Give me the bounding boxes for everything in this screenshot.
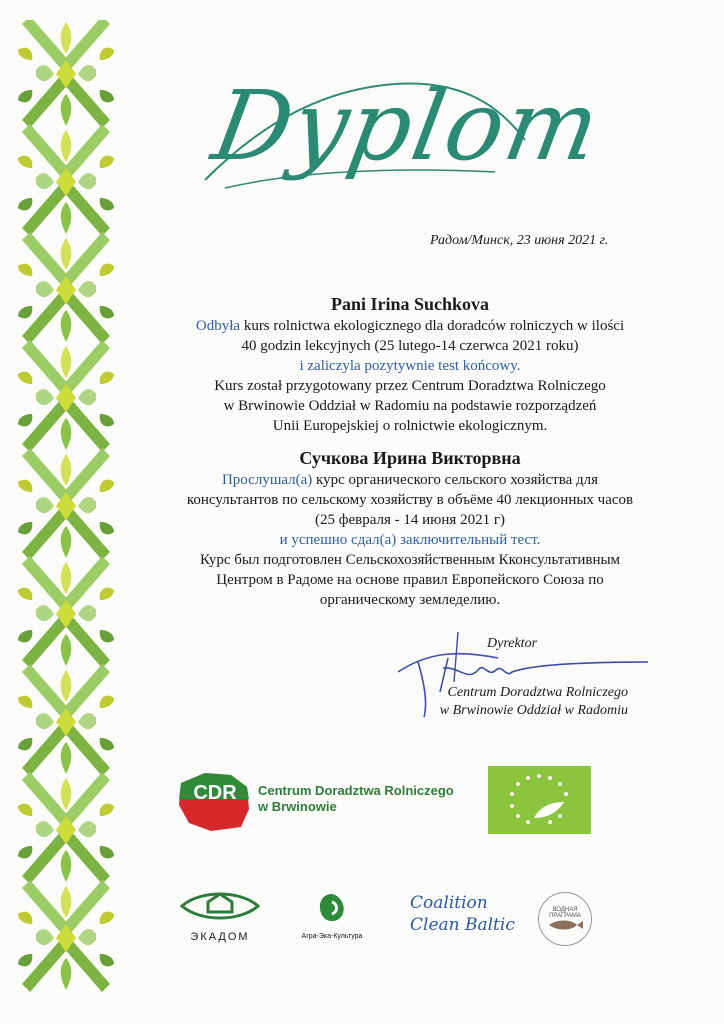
ekadom-name: ЭКАДОМ bbox=[190, 931, 250, 943]
sprout-icon bbox=[312, 890, 352, 926]
signature-organization bbox=[388, 684, 628, 720]
cdr-name bbox=[258, 783, 454, 815]
org-line-2: w Brwinowie Oddział w Radomiu bbox=[439, 703, 628, 718]
pl-line-6: Unii Europejskiej o rolnictwie ekologicznym. bbox=[272, 418, 548, 434]
ccb-line-2: Clean Baltic bbox=[410, 915, 515, 935]
eu-leaf-stars-icon bbox=[488, 766, 591, 834]
cdr-logo bbox=[175, 765, 255, 835]
ccb-line-1: Coalition bbox=[410, 893, 488, 913]
ru-line-3: (25 февраля - 14 июня 2021 г) bbox=[315, 512, 505, 528]
russian-section bbox=[120, 446, 700, 610]
eu-organic-logo bbox=[488, 766, 591, 834]
ru-verb: Прослушал(а) bbox=[221, 472, 313, 488]
title-text: Dyplom bbox=[205, 70, 610, 182]
fish-icon bbox=[545, 919, 585, 931]
ru-line-6: Центром в Радоме на основе правил Европейского Союза по bbox=[216, 572, 604, 588]
cdr-name-line-1: Centrum Doradztwa Rolniczego bbox=[258, 783, 454, 798]
polish-section bbox=[120, 292, 700, 436]
ru-line-4: и успешно сдал(а) заключительный тест. bbox=[279, 532, 541, 548]
house-eye-icon bbox=[180, 886, 260, 926]
pl-line-5: w Brwinowie Oddział w Radomiu na podstawie rozporządzeń bbox=[223, 398, 597, 414]
diploma-title bbox=[195, 70, 610, 200]
recipient-name-ru: Сучкова Ирина Викторвна bbox=[299, 448, 521, 468]
agra-logo bbox=[296, 890, 368, 940]
org-line-1: Centrum Doradztwa Rolniczego bbox=[447, 685, 628, 700]
ru-line-5: Курс был подготовлен Сельскохозяйственным Кконсультативным bbox=[199, 552, 621, 568]
agra-name: Агра-Эка-Культура bbox=[301, 933, 363, 940]
cdr-logo-mark: CDR bbox=[193, 782, 237, 804]
coalition-clean-baltic-logo bbox=[410, 892, 515, 936]
ru-line-7: органическому земледелию. bbox=[319, 592, 501, 608]
place-date: Радом/Минск, 23 июня 2021 г. bbox=[430, 233, 609, 248]
seal-text: ВОДНАЯ ПРАГРАМА bbox=[549, 907, 581, 919]
pl-line-3: i zaliczyla pozytywnie test końcowy. bbox=[299, 358, 521, 374]
pl-line-4: Kurs został przygotowany przez Centrum Doradztwa Rolniczego bbox=[214, 378, 606, 394]
pl-line-2: 40 godzin lekcyjnych (25 lutego-14 czerwca 2021 roku) bbox=[241, 338, 579, 354]
ru-line-2: консультантов по сельскому хозяйству в объёме 40 лекционных часов bbox=[186, 492, 634, 508]
pl-line-1 bbox=[120, 316, 700, 336]
fish-seal-logo bbox=[538, 892, 592, 946]
cdr-name-line-2: w Brwinowie bbox=[258, 799, 337, 814]
pl-line-1-rest: kurs rolnictwa ekologicznego dla doradców rolniczych w ilości bbox=[240, 318, 625, 334]
recipient-name-pl: Pani Irina Suchkova bbox=[330, 294, 490, 314]
ru-line-1-rest: курс органического сельского хозяйства для bbox=[312, 472, 599, 488]
ru-line-1 bbox=[120, 470, 700, 490]
decorative-border bbox=[14, 20, 118, 1020]
pl-verb: Odbyła bbox=[195, 318, 241, 334]
ekadom-logo bbox=[180, 886, 260, 943]
signature-role: Dyrektor bbox=[487, 636, 538, 651]
